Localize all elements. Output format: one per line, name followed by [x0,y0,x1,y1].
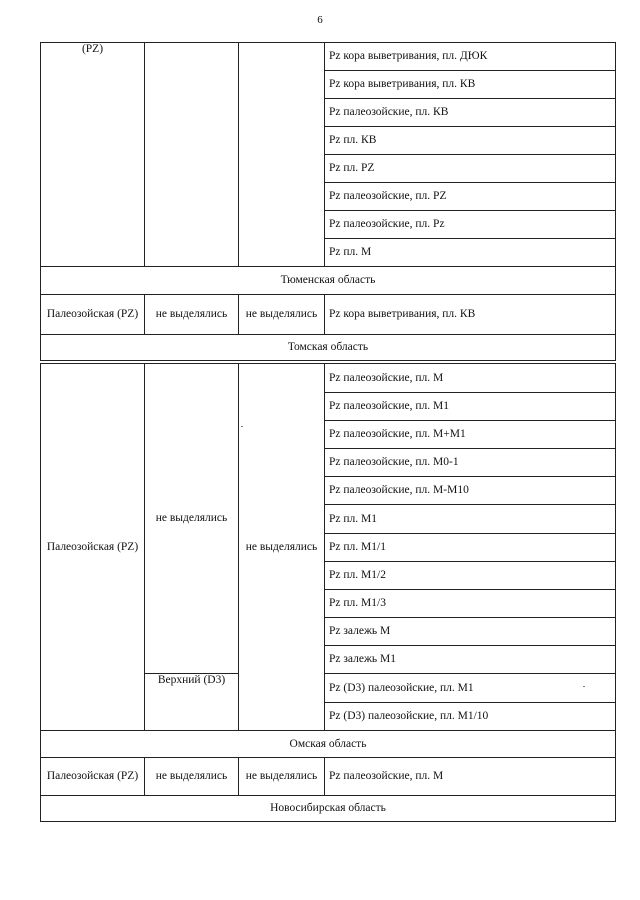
deposit-cell: Pz палеозойские, пл. Pz [325,211,616,239]
deposit-cell: Pz палеозойские, пл. М+М1 [325,421,616,449]
deposit-cell: Pz пл. М1/3 [325,590,616,618]
region-header-tyumen: Тюменская область [41,267,616,295]
deposit-cell: Pz палеозойские, пл. М1 [325,393,616,421]
region-header-novosibirsk: Новосибирская область [41,796,616,822]
empty-cell [145,43,239,267]
subdivision-cell: не выделялись [239,758,325,796]
deposit-cell: Pz пл. КВ [325,127,616,155]
deposit-cell: Pz (D3) палеозойские, пл. М1/10 [325,703,616,731]
deposit-cell: Pz кора выветривания, пл. ДЮК [325,43,616,71]
scan-speck [583,686,585,687]
layer-cell: Палеозойская (PZ) [41,295,145,335]
deposit-cell: Pz залежь М [325,618,616,646]
deposits-table-block1 [40,42,616,361]
deposit-cell: Pz палеозойские, пл. М0-1 [325,449,616,477]
subdivision-cell: не выделялись [239,364,325,731]
subdivision-cell: не выделялись [145,364,239,674]
deposit-cell: Pz пл. М1/1 [325,534,616,562]
region-header-omsk: Омская область [41,731,616,758]
deposit-cell: Pz (D3) палеозойские, пл. М1 [325,674,616,703]
subdivision-cell: Верхний (D3) [145,674,239,731]
deposit-cell: Pz пл. PZ [325,155,616,183]
deposit-cell: Pz пл. М1 [325,505,616,534]
deposit-cell: Pz кора выветривания, пл. КВ [325,295,616,335]
deposit-cell: Pz кора выветривания, пл. КВ [325,71,616,99]
empty-cell [239,43,325,267]
layer-cell: Палеозойская (PZ) [41,758,145,796]
deposit-cell: Pz палеозойские, пл. М [325,758,616,796]
page-number: 6 [317,14,323,26]
deposit-cell: Pz залежь М1 [325,646,616,674]
layer-cell: Палеозойская (PZ) [41,364,145,731]
layer-cell: (PZ) [41,43,145,267]
region-header-tomsk: Томская область [41,335,616,361]
deposit-cell: Pz палеозойские, пл. КВ [325,99,616,127]
deposit-cell: Pz палеозойские, пл. PZ [325,183,616,211]
scan-speck [241,426,243,427]
deposits-table-block2 [40,363,616,822]
deposit-cell: Pz пл. М [325,239,616,267]
subdivision-cell: не выделялись [145,758,239,796]
subdivision-cell: не выделялись [239,295,325,335]
deposit-cell: Pz пл. М1/2 [325,562,616,590]
subdivision-cell: не выделялись [145,295,239,335]
deposit-cell: Pz палеозойские, пл. М [325,364,616,393]
deposit-cell: Pz палеозойские, пл. М-М10 [325,477,616,505]
